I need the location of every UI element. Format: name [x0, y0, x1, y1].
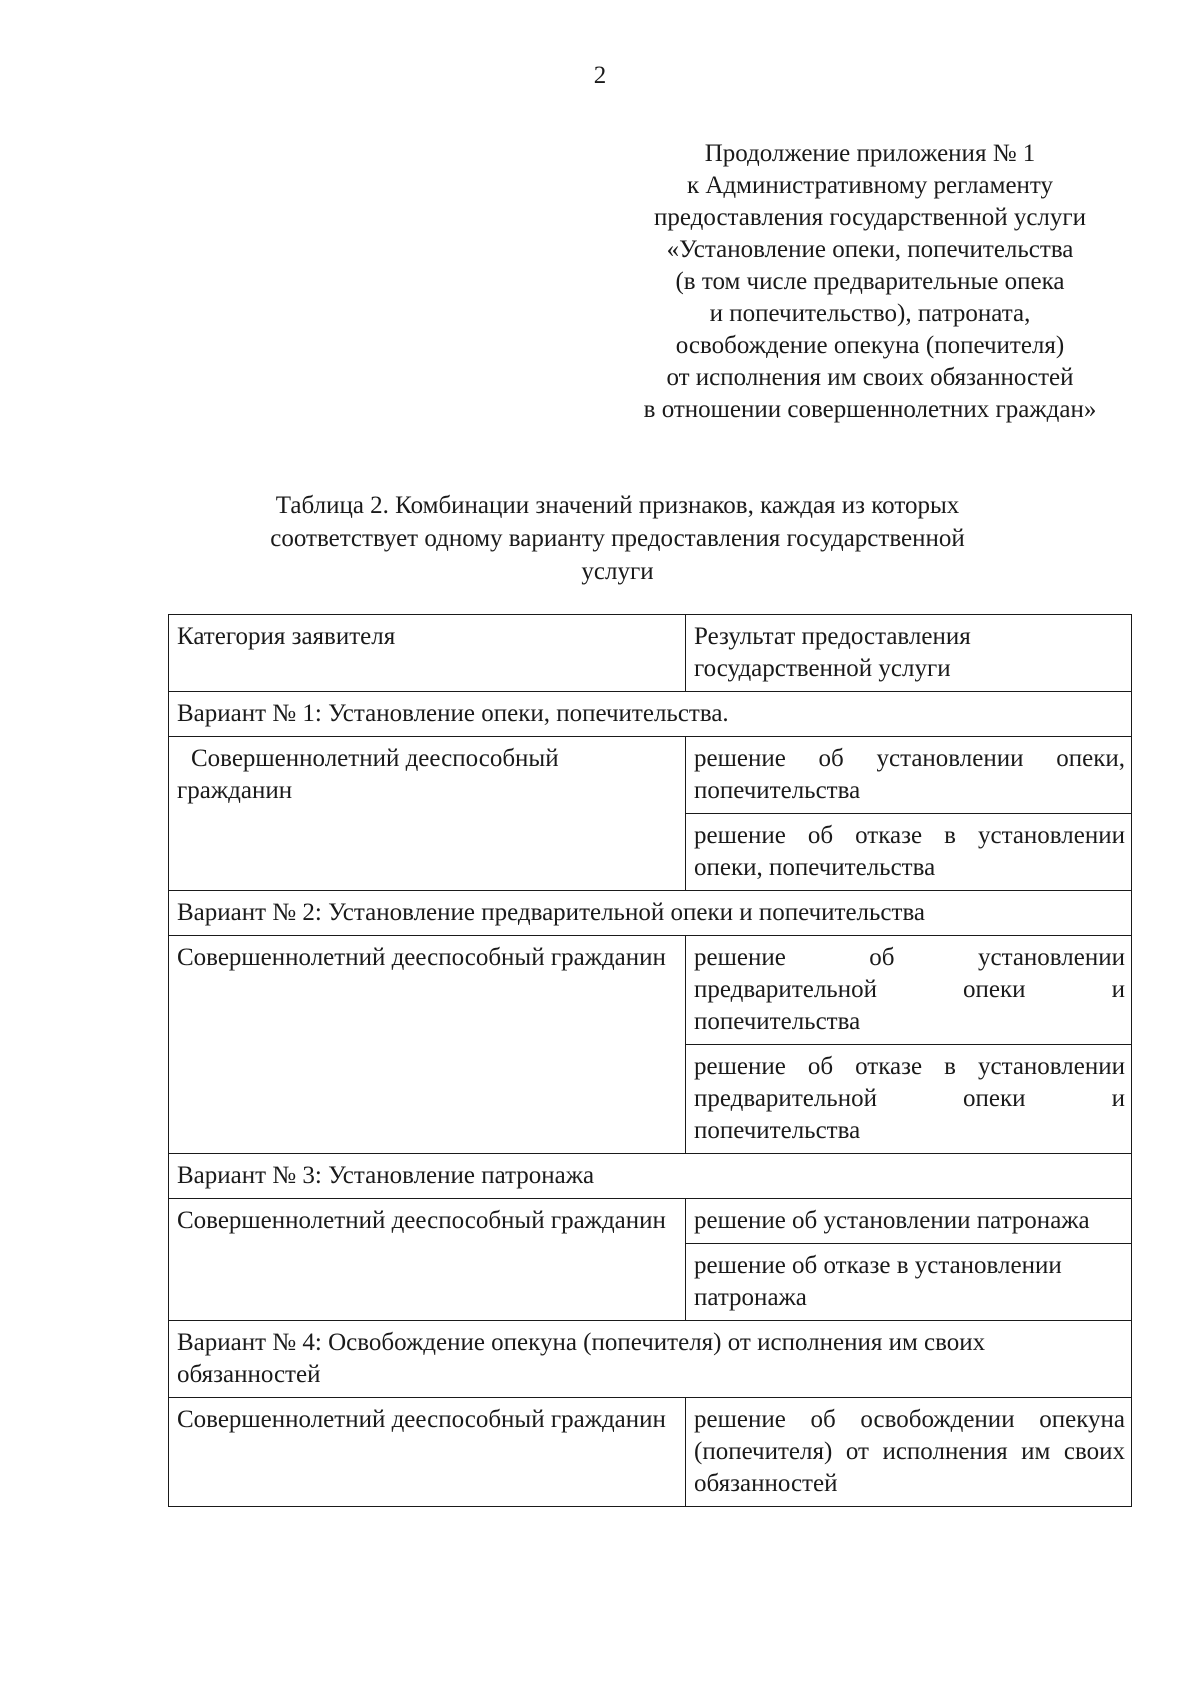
appendix-header-line: и попечительство), патроната,: [709, 300, 1031, 327]
variant-2-title: Вариант № 2: Установление предварительной опеки и попечительства: [169, 891, 1132, 936]
table-row: [169, 737, 1132, 814]
appendix-header-line: (в том числе предварительные опека: [675, 268, 1065, 295]
page-number: 2: [593, 62, 607, 89]
variant-1-title: Вариант № 1: Установление опеки, попечительства.: [169, 692, 1132, 737]
variant-title-row: [169, 1154, 1132, 1199]
appendix-header-line: «Установление опеки, попечительства: [666, 236, 1074, 263]
variant-3-title: Вариант № 3: Установление патронажа: [169, 1154, 1132, 1199]
appendix-header-line: предоставления государственной услуги: [653, 204, 1087, 231]
variant-3-result-1: решение об установлении патронажа: [686, 1199, 1132, 1244]
appendix-header-line: освобождение опекуна (попечителя): [675, 332, 1065, 359]
variant-4-result-1: решение об освобождении опекуна (попечителя) от исполнения им своих обязанностей: [686, 1398, 1132, 1507]
table-row: [169, 1398, 1132, 1507]
variant-title-row: [169, 891, 1132, 936]
table-row: [169, 1199, 1132, 1244]
appendix-header-line: от исполнения им своих обязанностей: [666, 364, 1074, 391]
variant-2-result-2: решение об отказе в установлении предварительной опеки и попечительства: [686, 1045, 1132, 1154]
table-caption-line: услуги: [581, 558, 654, 585]
variant-title-row: [169, 692, 1132, 737]
header-category-cell: Категория заявителя: [169, 615, 686, 692]
variant-1-result-1: решение об установлении опеки, попечительства: [686, 737, 1132, 814]
appendix-header-line: к Административному регламенту: [686, 172, 1054, 199]
table-caption: [230, 489, 1005, 588]
variant-4-category: Совершеннолетний дееспособный гражданин: [169, 1398, 686, 1507]
appendix-header: [600, 138, 1140, 426]
table-header-row: [169, 615, 1132, 692]
variant-2-category: Совершеннолетний дееспособный гражданин: [169, 936, 686, 1154]
appendix-header-line: Продолжение приложения № 1: [704, 140, 1036, 167]
table-caption-line: Таблица 2. Комбинации значений признаков, каждая из которых: [275, 492, 960, 519]
appendix-header-line: в отношении совершеннолетних граждан»: [643, 396, 1097, 423]
variant-3-category: Совершеннолетний дееспособный гражданин: [169, 1199, 686, 1321]
variant-4-title: Вариант № 4: Освобождение опекуна (попечителя) от исполнения им своих обязанностей: [169, 1321, 1132, 1398]
table-row: [169, 936, 1132, 1045]
header-result-cell: Результат предоставления государственной услуги: [686, 615, 1132, 692]
variant-2-result-1: решение об установлении предварительной опеки и попечительства: [686, 936, 1132, 1045]
variant-3-result-2: решение об отказе в установлении патронажа: [686, 1244, 1132, 1321]
variant-title-row: [169, 1321, 1132, 1398]
variants-table: [168, 614, 1132, 1507]
variant-1-category: Совершеннолетний дееспособный гражданин: [169, 737, 686, 891]
table-caption-line: соответствует одному варианту предоставления государственной: [270, 525, 965, 552]
variant-1-result-2: решение об отказе в установлении опеки, попечительства: [686, 814, 1132, 891]
